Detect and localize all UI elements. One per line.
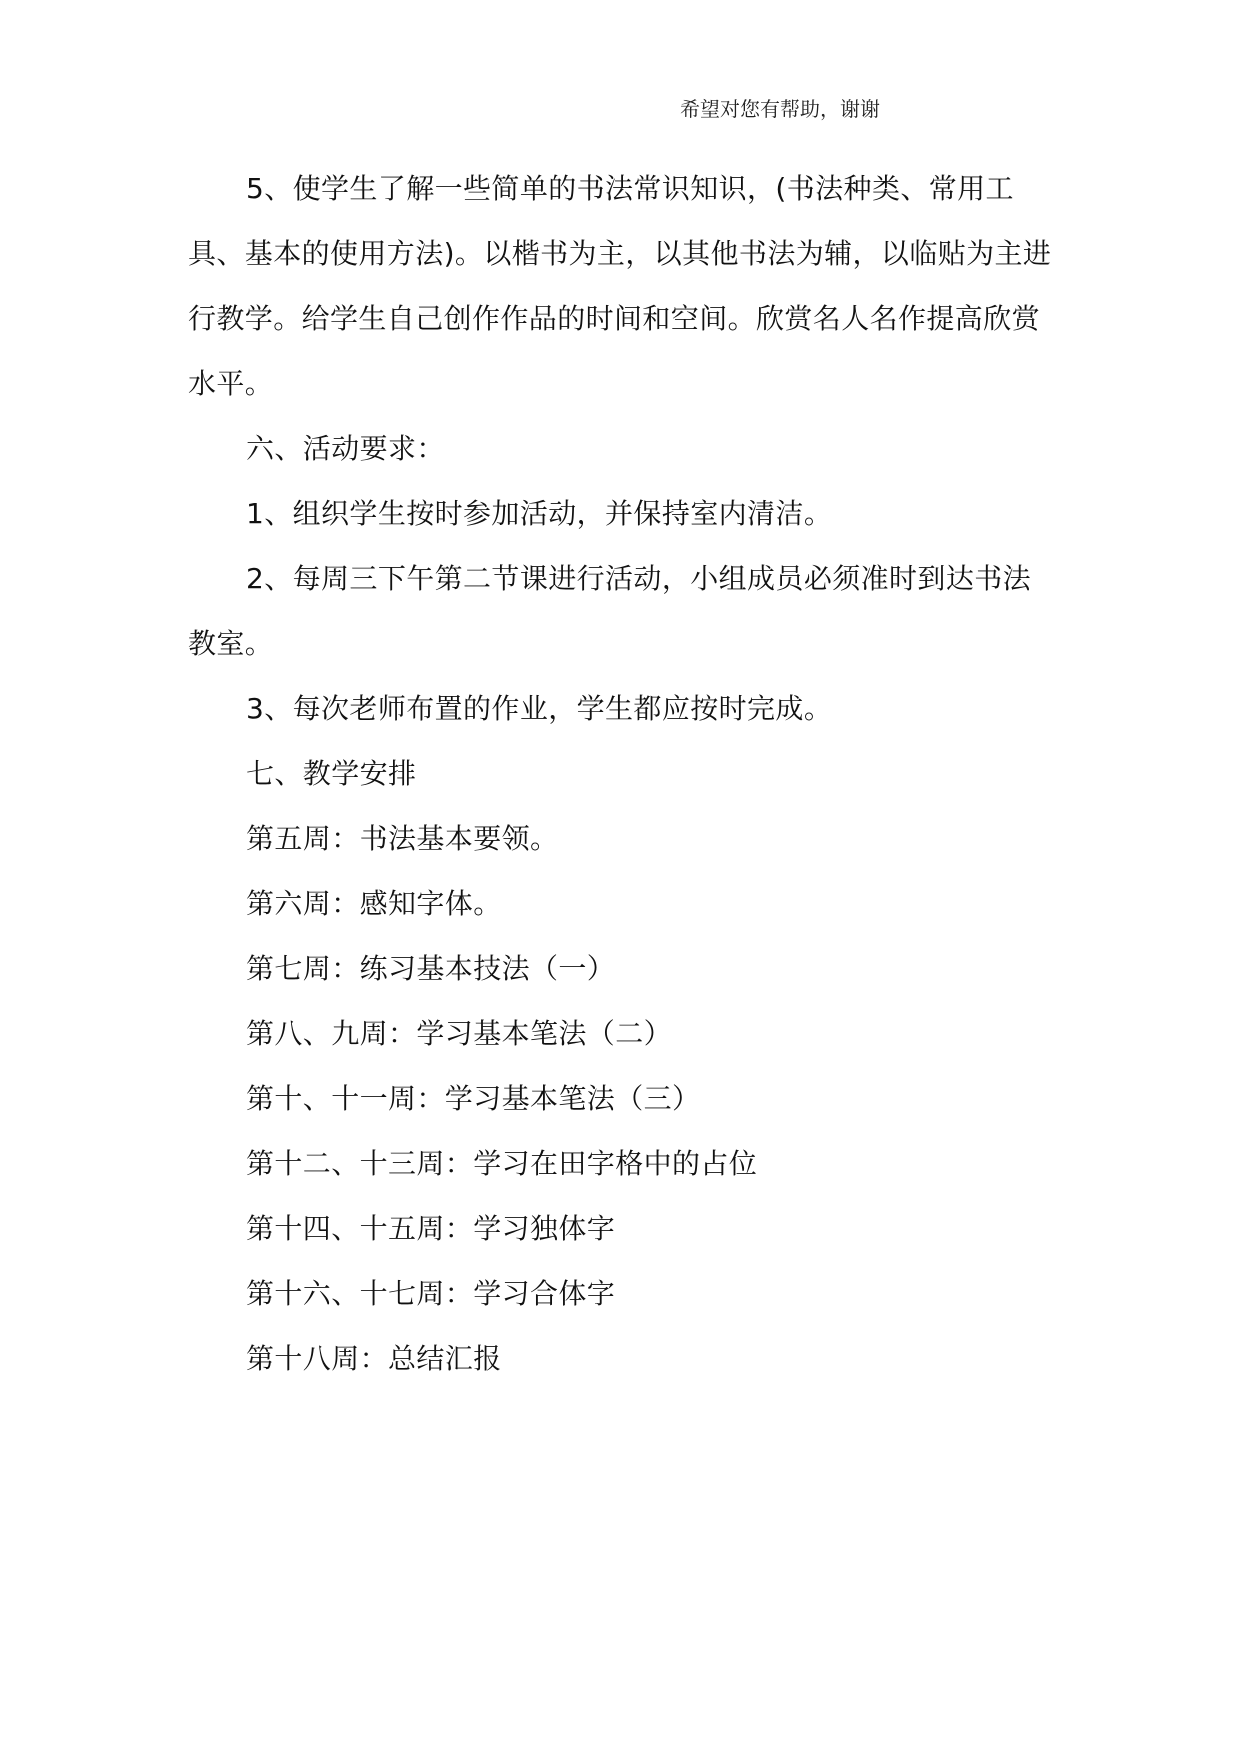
requirement-3: 3、每次老师布置的作业，学生都应按时完成。 — [246, 692, 833, 725]
document-body — [188, 156, 1056, 1391]
schedule-item: 第六周：感知字体。 — [246, 887, 502, 920]
schedule-item: 第七周：练习基本技法（一） — [246, 952, 616, 985]
schedule-item: 第八、九周：学习基本笔法（二） — [246, 1017, 673, 1050]
paragraph-5: 5、使学生了解一些简单的书法常识知识，(书法种类、常用工具、基本的使用方法)。以楷书为主，以其他书法为辅，以临贴为主进行教学。给学生自己创作作品的时间和空间。欣赏名人名作提高欣赏水平。 — [188, 172, 1052, 400]
header-note: 希望对您有帮助，谢谢 — [680, 97, 880, 121]
requirement-2: 2、每周三下午第二节课进行活动，小组成员必须准时到达书法教室。 — [188, 562, 1032, 660]
section-7-title: 七、教学安排 — [246, 757, 417, 790]
schedule-item: 第十六、十七周：学习合体字 — [246, 1277, 616, 1310]
schedule-item: 第十二、十三周：学习在田字格中的占位 — [246, 1147, 758, 1180]
schedule-item: 第十八周：总结汇报 — [246, 1342, 502, 1375]
requirement-1: 1、组织学生按时参加活动，并保持室内清洁。 — [246, 497, 833, 530]
schedule-item: 第十四、十五周：学习独体字 — [246, 1212, 616, 1245]
section-6-title: 六、活动要求： — [246, 432, 445, 465]
schedule-item: 第十、十一周：学习基本笔法（三） — [246, 1082, 701, 1115]
schedule-item: 第五周：书法基本要领。 — [246, 822, 559, 855]
